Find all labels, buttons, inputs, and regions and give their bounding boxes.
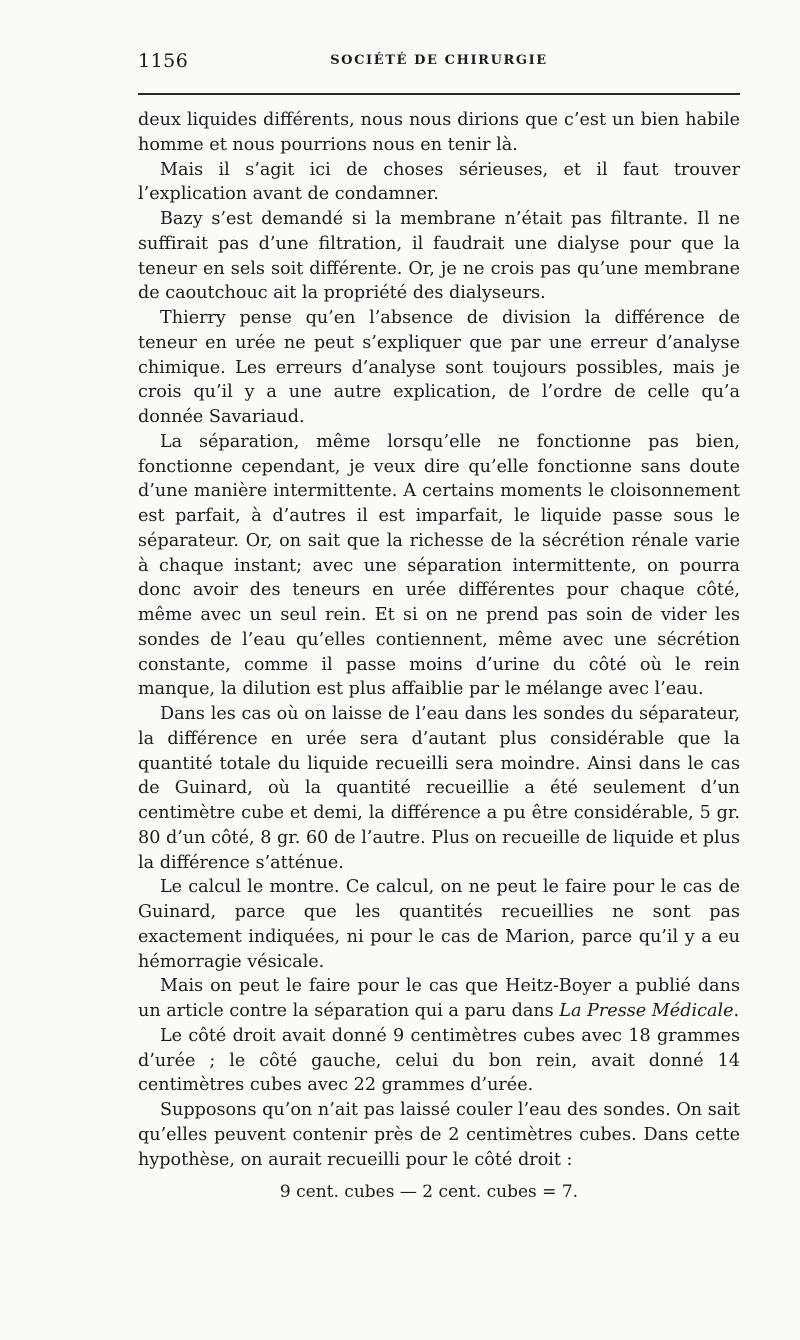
paragraph-5: La séparation, même lorsqu’elle ne fonctionne pas bien, fonctionne cependant, je veux dire qu’elle fonctionne sans doute d’une manière intermittente. A certains moments le cloisonnement est parfait, à d’autres il est imparfait, le liquide passe sous le séparateur. Or, on sait que la richesse de la sécrétion rénale varie à chaque instant; avec une séparation intermittente, on pourra donc avoir des teneurs en urée différentes pour chaque côté, même avec un seul rein. Et si on ne prend pas soin de vider les sondes de l’eau qu’elles contiennent, même avec une sécrétion constante, comme il passe moins d’urine du côté où le rein manque, la dilution est plus affaiblie par le mélange avec l’eau. (138, 431, 740, 700)
paragraph-8-text: Mais on peut le faire pour le cas que Heitz-Boyer a publié dans un article contre la séparation qui a paru dans (138, 976, 740, 1021)
paragraph-4: Thierry pense qu’en l’absence de division la différence de teneur en urée ne peut s’expliquer que par une erreur d’analyse chimique. Les erreurs d’analyse sont toujours possibles, mais je crois qu’il y a une autre explication, de l’ordre de celle qu’a donnée Savariaud. (138, 308, 740, 427)
journal-title: La Presse Médicale (559, 1001, 734, 1021)
paragraph-6: Dans les cas où on laisse de l’eau dans les sondes du séparateur, la différence en urée sera d’autant plus considérable que la quantité totale du liquide recueilli sera moindre. Ainsi dans le cas de Guinard, où la quantité recueillie a été seulement d’un centimètre cube et demi, la différence a pu être considérable, 5 gr. 80 d’un côté, 8 gr. 60 de l’autre. Plus on recueille de liquide et plus la différence s’atténue. (138, 704, 740, 873)
paragraph-2: Mais il s’agit ici de choses sérieuses, et il faut trouver l’explication avant de condamner. (138, 159, 740, 205)
paragraph-7: Le calcul le montre. Ce calcul, on ne peut le faire pour le cas de Guinard, parce que les quantités recueillies ne sont pas exactement indiquées, ni pour le cas de Marion, parce qu’il y a eu hémorragie vésicale. (138, 877, 740, 972)
paragraph-3: Bazy s’est demandé si la membrane n’était pas filtrante. Il ne suffirait pas d’une filtration, il faudrait une dialyse pour que la teneur en sels soit différente. Or, je ne crois pas qu’une membrane de caoutchouc ait la propriété des dialyseurs. (138, 209, 740, 304)
page-number: 1156 (138, 50, 189, 72)
paragraph-8-end: . (733, 1001, 740, 1021)
body-text (138, 108, 740, 1172)
page-header (138, 50, 740, 74)
header-rule (138, 93, 740, 95)
paragraph-8 (138, 974, 740, 1024)
paragraph-1: deux liquides différents, nous nous dirions que c’est un bien habile homme et nous pourrions nous en tenir là. (138, 110, 740, 155)
paragraph-10: Supposons qu’on n’ait pas laissé couler l’eau des sondes. On sait qu’elles peuvent contenir près de 2 centimètres cubes. Dans cette hypothèse, on aurait recueilli pour le côté droit : (138, 1100, 740, 1170)
formula: 9 cent. cubes — 2 cent. cubes = 7. (279, 1182, 579, 1202)
paragraph-9: Le côté droit avait donné 9 centimètres cubes avec 18 grammes d’urée ; le côté gauche, celui du bon rein, avait donné 14 centimètres cubes avec 22 grammes d’urée. (138, 1025, 740, 1096)
running-title: SOCIÉTÉ DE CHIRURGIE (330, 53, 548, 68)
